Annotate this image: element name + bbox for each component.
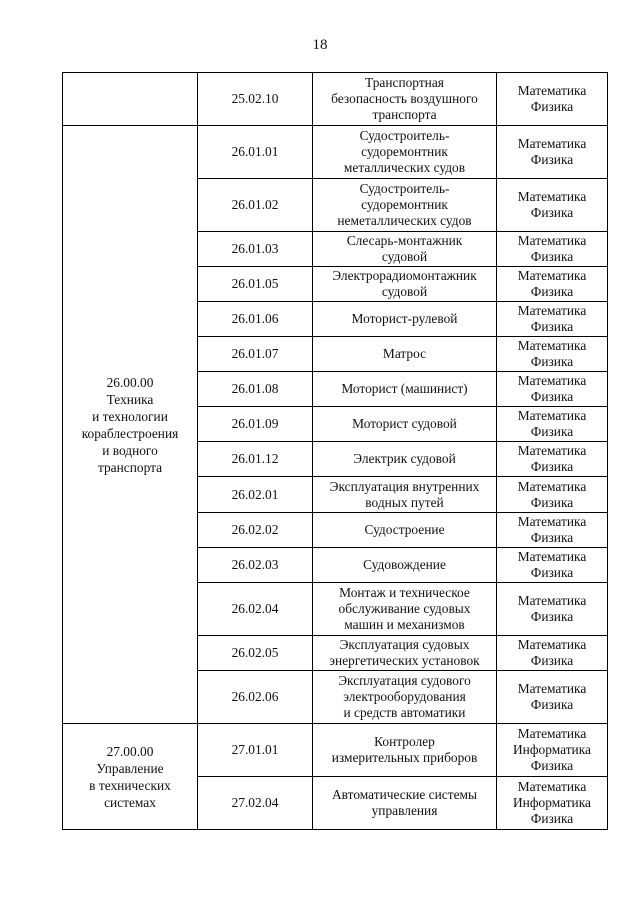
subjects-cell: [497, 267, 608, 302]
specialty-name: Монтаж и техническое обслуживание судовых машин и механизмов: [338, 585, 471, 632]
specialty-code: 26.01.03: [231, 241, 279, 256]
subjects-list: Математика Информатика Физика: [513, 779, 591, 826]
subjects-cell: [497, 477, 608, 513]
name-cell: [313, 548, 497, 583]
group-label: 27.00.00 Управление в технических системах: [89, 743, 171, 810]
name-cell: [313, 302, 497, 337]
subjects-list: Математика Физика: [517, 338, 587, 369]
name-cell: [313, 73, 497, 126]
specialty-name: Моторист судовой: [352, 416, 457, 431]
name-cell: [313, 372, 497, 407]
specialty-code: 26.02.04: [231, 601, 279, 616]
subjects-cell: [497, 548, 608, 583]
specialty-code: 26.02.01: [231, 486, 279, 502]
subjects-cell: [497, 302, 608, 337]
specialty-code: 27.01.01: [231, 742, 279, 757]
specialty-name: Моторист (машинист): [341, 381, 468, 396]
subjects-list: Математика Физика: [517, 549, 587, 580]
subjects-cell: [497, 777, 608, 830]
name-cell: [313, 671, 497, 724]
name-cell: [313, 267, 497, 302]
code-cell: [198, 73, 313, 126]
specialty-code: 26.01.08: [231, 381, 279, 396]
code-cell: [198, 179, 313, 232]
code-cell: [198, 442, 313, 477]
group-label: 26.00.00 Техника и технологии кораблестроения и водного транспорта: [81, 374, 179, 475]
specialty-code: 26.01.02: [231, 197, 279, 212]
specialty-name: Эксплуатация внутренних водных путей: [329, 478, 480, 510]
code-cell: [198, 372, 313, 407]
subjects-cell: [497, 179, 608, 232]
subjects-list: Математика Физика: [517, 637, 587, 668]
name-cell: [313, 583, 497, 636]
specialty-code: 26.02.02: [231, 522, 279, 537]
specialty-code: 26.02.05: [231, 645, 279, 660]
specialty-name: Эксплуатация судовых энергетических установок: [329, 637, 480, 668]
specialty-name: Матрос: [382, 346, 427, 361]
subjects-cell: [497, 442, 608, 477]
code-cell: [198, 636, 313, 671]
subjects-list: Математика Физика: [517, 514, 587, 545]
name-cell: [313, 126, 497, 179]
subjects-list: Математика Физика: [517, 478, 587, 510]
specialty-code: 26.01.12: [231, 451, 279, 466]
specialty-code: 26.01.09: [231, 416, 279, 431]
code-cell: [198, 724, 313, 777]
subjects-cell: [497, 232, 608, 267]
specialties-table: [62, 72, 608, 830]
subjects-list: Математика Физика: [517, 408, 587, 439]
specialty-name: Судостроитель- судоремонтник металлических судов: [343, 128, 466, 175]
subjects-list: Математика Физика: [517, 233, 587, 264]
specialty-code: 26.01.01: [231, 144, 279, 159]
page-number: 18: [312, 37, 328, 53]
subjects-cell: [497, 372, 608, 407]
code-cell: [198, 583, 313, 636]
specialty-code: 26.01.07: [231, 346, 279, 361]
specialty-code: 27.02.04: [231, 795, 279, 810]
specialty-code: 26.02.06: [231, 689, 279, 704]
subjects-cell: [497, 636, 608, 671]
subjects-list: Математика Физика: [517, 303, 587, 334]
specialty-name: Судостроитель- судоремонтник неметаллических судов: [337, 181, 472, 228]
group-cell: [63, 126, 198, 724]
table-body: [63, 73, 608, 830]
name-cell: [313, 724, 497, 777]
name-cell: [313, 636, 497, 671]
name-cell: [313, 777, 497, 830]
code-cell: [198, 337, 313, 372]
subjects-list: Математика Физика: [517, 373, 587, 404]
specialty-name: Моторист-рулевой: [351, 311, 458, 326]
name-cell: [313, 407, 497, 442]
name-cell: [313, 232, 497, 267]
code-cell: [198, 548, 313, 583]
subjects-list: Математика Физика: [517, 136, 587, 167]
name-cell: [313, 442, 497, 477]
code-cell: [198, 513, 313, 548]
specialty-name: Судовождение: [363, 557, 446, 572]
subjects-list: Математика Информатика Физика: [513, 726, 591, 773]
subjects-list: Математика Физика: [517, 83, 587, 114]
specialty-name: Эксплуатация судового электрооборудования и средств автоматики: [338, 673, 471, 720]
specialty-name: Слесарь-монтажник судовой: [346, 233, 463, 264]
code-cell: [198, 777, 313, 830]
table-row: [63, 724, 608, 777]
code-cell: [198, 232, 313, 267]
specialty-code: 26.02.03: [231, 557, 279, 572]
subjects-list: Математика Физика: [517, 443, 587, 474]
subjects-list: Математика Физика: [517, 681, 587, 712]
specialty-name: Автоматические системы управления: [331, 787, 477, 818]
name-cell: [313, 477, 497, 513]
code-cell: [198, 126, 313, 179]
code-cell: [198, 477, 313, 513]
code-cell: [198, 302, 313, 337]
code-cell: [198, 267, 313, 302]
code-cell: [198, 407, 313, 442]
subjects-cell: [497, 407, 608, 442]
group-cell: [63, 73, 198, 126]
specialty-name: Электрик судовой: [353, 451, 456, 466]
subjects-list: Математика Физика: [517, 189, 587, 220]
name-cell: [313, 179, 497, 232]
specialty-code: 25.02.10: [231, 91, 279, 106]
subjects-cell: [497, 671, 608, 724]
code-cell: [198, 671, 313, 724]
specialty-code: 26.01.06: [231, 311, 279, 326]
specialty-name: Транспортная безопасность воздушного транспорта: [331, 75, 478, 122]
subjects-cell: [497, 337, 608, 372]
specialty-name: Судостроение: [364, 522, 445, 537]
subjects-cell: [497, 126, 608, 179]
subjects-cell: [497, 583, 608, 636]
table-row: [63, 73, 608, 126]
subjects-cell: [497, 73, 608, 126]
subjects-list: Математика Физика: [517, 593, 587, 624]
group-cell: [63, 724, 198, 830]
subjects-cell: [497, 513, 608, 548]
subjects-cell: [497, 724, 608, 777]
subjects-list: Математика Физика: [517, 268, 587, 299]
specialty-code: 26.01.05: [231, 276, 279, 291]
table-row: [63, 126, 608, 179]
name-cell: [313, 513, 497, 548]
specialty-name: Контролер измерительных приборов: [331, 734, 478, 765]
name-cell: [313, 337, 497, 372]
specialty-name: Электрорадиомонтажник судовой: [332, 268, 477, 299]
